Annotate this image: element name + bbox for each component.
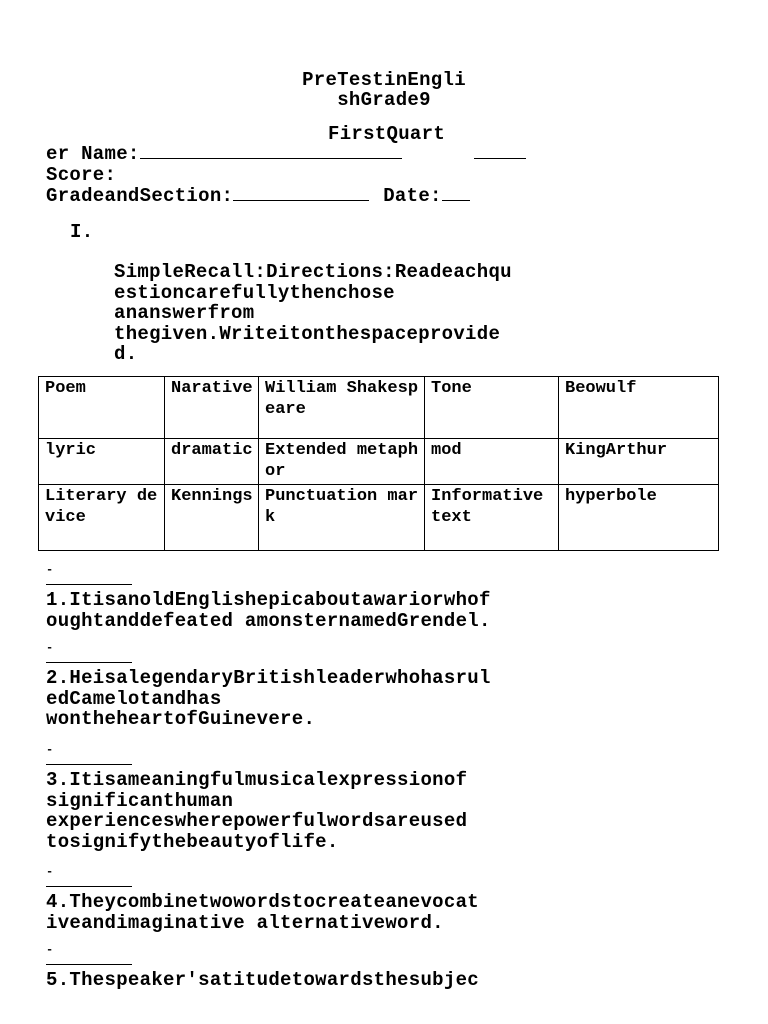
grade-section-label: GradeandSection: xyxy=(46,185,234,207)
question-text-line: oughtanddefeated amonsternamedGrendel. xyxy=(46,609,491,632)
choice-cell: Extended metaphor xyxy=(259,439,425,485)
question-text-line: experienceswherepowerfulwordsareused xyxy=(46,810,468,832)
quarter-label: FirstQuart xyxy=(328,123,446,145)
choices-row xyxy=(39,439,719,485)
choice-cell: William Shakespeare xyxy=(259,377,425,439)
choice-cell: lyric xyxy=(39,439,165,485)
name-blank[interactable] xyxy=(140,144,402,159)
answer-tick: - xyxy=(46,865,54,879)
choice-cell: Literary device xyxy=(39,485,165,551)
question-text-line: edCamelotandhas xyxy=(46,687,222,710)
choice-cell: Informative text xyxy=(425,485,559,551)
directions-line: estioncarefullythenchose xyxy=(114,281,395,304)
answer-blank[interactable] xyxy=(46,662,132,663)
answer-blank[interactable] xyxy=(46,886,132,887)
choice-cell: hyperbole xyxy=(559,485,719,551)
directions-line: thegiven.Writeitonthespaceprovide xyxy=(114,322,501,345)
choice-cell: Tone xyxy=(425,377,559,439)
grade-section-blank[interactable] xyxy=(233,186,369,201)
choice-cell: Poem xyxy=(39,377,165,439)
choice-cell: dramatic xyxy=(165,439,259,485)
question-text-line: wontheheartofGuinevere. xyxy=(46,708,316,730)
answer-tick: - xyxy=(46,563,54,577)
date-blank[interactable] xyxy=(442,186,470,201)
answer-tick: - xyxy=(46,943,54,957)
choice-cell: mod xyxy=(425,439,559,485)
directions-line: SimpleRecall:Directions:Readeachqu xyxy=(114,261,512,283)
question-text-line: 1.ItisanoldEnglishepicaboutawariorwhof xyxy=(46,589,491,611)
choice-cell: Punctuation mark xyxy=(259,485,425,551)
answer-blank[interactable] xyxy=(46,964,132,965)
question-text-line: 5.Thespeaker'satitudetowardsthesubjec xyxy=(46,969,479,991)
score-label: Score: xyxy=(46,164,117,186)
date-label: Date: xyxy=(383,185,442,207)
title-line-1: PreTestinEngli xyxy=(302,69,466,91)
choices-row xyxy=(39,377,719,439)
name-label: er Name: xyxy=(46,143,140,165)
name-extra-blank[interactable] xyxy=(474,144,526,159)
choice-cell: KingArthur xyxy=(559,439,719,485)
question-text-line: significanthuman xyxy=(46,789,234,812)
choices-row xyxy=(39,485,719,551)
choice-cell: Beowulf xyxy=(559,377,719,439)
answer-tick: - xyxy=(46,641,54,655)
question-text-line: 4.Theycombinetwowordstocreateanevocat xyxy=(46,891,479,913)
question-text-line: 3.Itisameaningfulmusicalexpressionof xyxy=(46,769,468,791)
name-row xyxy=(46,144,526,164)
section-number: I. xyxy=(70,221,94,243)
directions-line: ananswerfrom xyxy=(114,302,255,324)
question-text-line: iveandimaginative alternativeword. xyxy=(46,911,444,934)
directions-line: d. xyxy=(114,343,138,365)
question-text-line: tosignifythebeautyoflife. xyxy=(46,830,339,853)
choices-table xyxy=(38,376,719,551)
answer-blank[interactable] xyxy=(46,584,132,585)
choice-cell: Kennings xyxy=(165,485,259,551)
title-line-2: shGrade9 xyxy=(337,89,431,111)
answer-blank[interactable] xyxy=(46,764,132,765)
choice-cell: Narative xyxy=(165,377,259,439)
grade-section-row xyxy=(46,186,470,206)
question-text-line: 2.HeisalegendaryBritishleaderwhohasrul xyxy=(46,667,491,689)
answer-tick: - xyxy=(46,743,54,757)
